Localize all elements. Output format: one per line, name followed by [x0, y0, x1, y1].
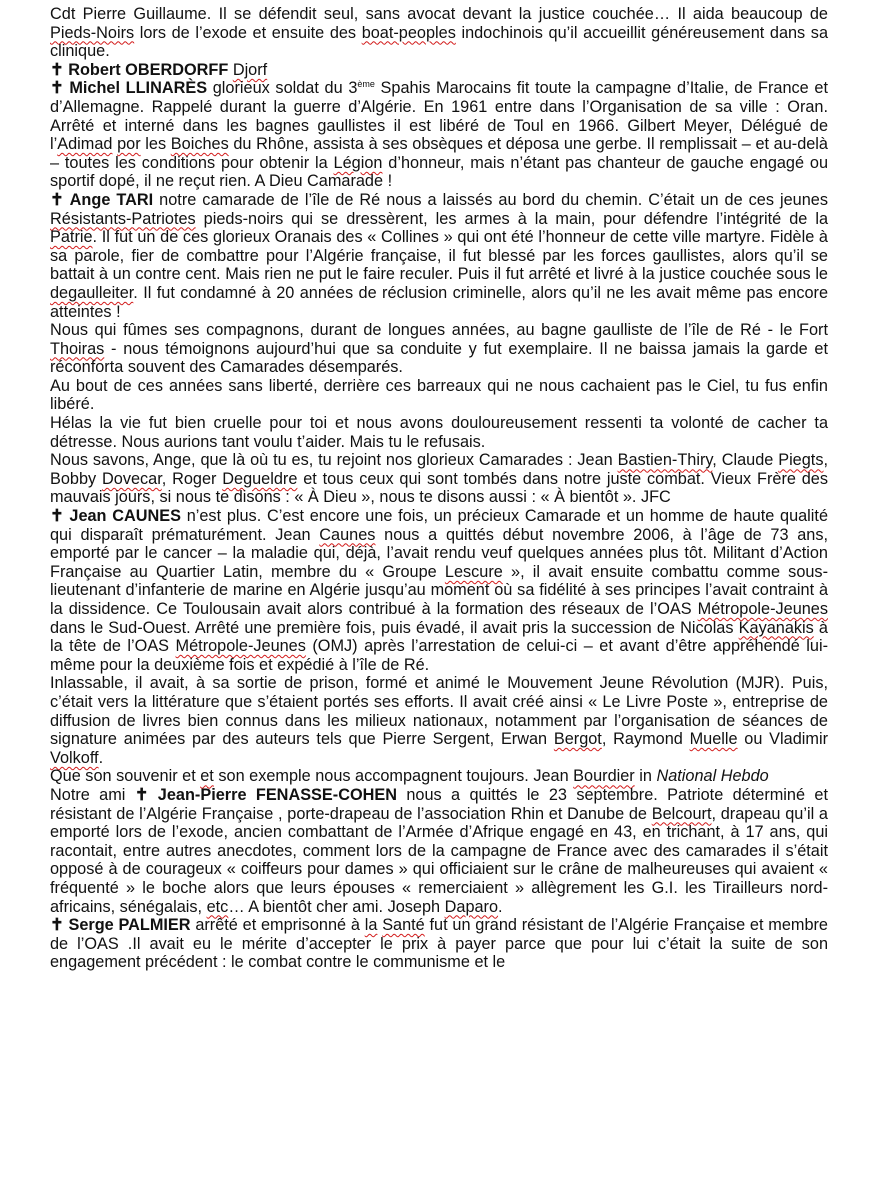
person-name: Ange TARI	[69, 190, 154, 209]
text-run: arrêté et emprisonné à	[190, 916, 365, 935]
paragraph	[50, 321, 828, 377]
spellcheck-flagged-word: degaulleiter	[50, 283, 134, 302]
text-run: , drapeau qu’il a emporté lors de l’exode, ancien combattant de l’Armée d’Afrique engagé en 43, en trichant, à 17 ans, qui racontait, entre autres anecdotes, comment lors de la campagne de France avec des camarades il s’était opposé à de courageux « coiffeurs pour dames » qui officiaient sur le crâne de malheureuses qui avaient « fréquenté » le boche alors que leurs épouses « remerciaient » allègrement les G.I. les Tirailleurs nord-africains, sénégalais,	[50, 804, 828, 916]
spellcheck-flagged-word: Dovecar	[102, 469, 162, 488]
text-run: . Il fut condamné à 20 années de réclusion criminelle, alors qu’il ne les avait même pas encore atteintes !	[50, 283, 828, 321]
cross-icon: ✝	[50, 190, 64, 209]
spellcheck-flagged-word: Thoiras	[50, 339, 105, 358]
text-run: , Bobby	[50, 451, 828, 488]
spellcheck-flagged-word: Daparo	[444, 897, 499, 916]
spellcheck-flagged-word: boat-peoples	[361, 23, 456, 42]
spellcheck-flagged-word: Belcourt	[651, 804, 712, 823]
text-column	[50, 5, 828, 972]
paragraph	[50, 191, 828, 321]
spellcheck-flagged-word: Boiches	[170, 135, 229, 154]
paragraph	[50, 61, 828, 80]
text-run: , Claude	[712, 451, 779, 470]
text-run: à la tête de l’OAS	[50, 618, 828, 656]
text-run: », il avait ensuite combattu comme sous-lieutenant d’infanterie de marine en Algérie jusqu’au moment où sa fidélité à ses principes l’avait contraint à la dissidence. Ce Toulousain avait alors contribué à la formation des réseaux de l’OAS	[50, 562, 828, 618]
text-run: , Roger	[161, 469, 223, 488]
spellcheck-flagged-word: Pieds-Noirs	[50, 23, 135, 42]
spellcheck-flagged-word: Santé	[382, 916, 425, 935]
spellcheck-flagged-word: Volkoff	[50, 748, 99, 767]
person-name: Serge PALMIER	[68, 916, 191, 935]
text-run: Spahis Marocains fit toute la campagne d’Italie, de France et d’Allemagne. Rappelé durant la guerre d’Algérie. En 1961 entre dans l’Organisation de sa ville : Oran. Arrêté et interné dans les bagnes gaullistes il est libéré de Toul en 1966. Gilbert Meyer, Délégué de l’	[50, 79, 828, 154]
text-run: pieds-noirs qui se dressèrent, les armes à la main, pour défendre l’intégrité de la	[195, 209, 828, 228]
spellcheck-flagged-word: Muelle	[689, 730, 738, 749]
spellcheck-flagged-word: Bourdier	[573, 767, 635, 786]
text-run: Cdt Pierre Guillaume. Il se défendit seul, sans avocat devant la justice couchée… Il aida beaucoup de	[50, 5, 828, 23]
spellcheck-flagged-word: la	[364, 916, 378, 935]
text-run: (OMJ) après l’arrestation de celui-ci – et avant d’être appréhendé lui-même pour la deuxième fois et expédié à l’île de Ré.	[50, 637, 828, 674]
spellcheck-flagged-word: Adimad	[57, 135, 113, 154]
text-run: ème	[357, 79, 375, 90]
paragraph	[50, 767, 828, 786]
text-run: , Raymond	[601, 730, 690, 749]
paragraph	[50, 414, 828, 451]
paragraph	[50, 5, 828, 61]
cross-icon: ✝	[50, 507, 64, 526]
text-run: - nous témoignons aujourd’hui que sa conduite y fut exemplaire. Il ne baissa jamais la garde et réconforta souvent des Camarades désemparés.	[50, 339, 828, 377]
cross-icon: ✝	[50, 916, 64, 935]
spellcheck-flagged-word: Degueldre	[222, 469, 298, 488]
spellcheck-flagged-word: Patrie	[50, 228, 93, 247]
cross-icon: ✝	[50, 60, 64, 79]
spellcheck-flagged-word: Métropole-Jeunes	[697, 600, 828, 618]
text-run: dans le Sud-Ouest. Arrêté une première fois, puis évadé, il avait pris la succession de Nicolas	[50, 618, 739, 637]
spellcheck-flagged-word: Lescure	[444, 562, 503, 581]
text-run: Que son souvenir et	[50, 767, 201, 786]
text-run: et tous ceux qui sont tombés dans notre juste combat. Vieux Frère des mauvais jours, si nous te disons : « À Dieu », nous te disons aussi : « À bientôt ». JFC	[50, 469, 828, 507]
text-run: ou Vladimir	[737, 730, 828, 749]
text-run: Au bout de ces années sans liberté, derrière ces barreaux qui ne nous cachaient pas le Ciel, tu fus enfin libéré.	[50, 376, 828, 414]
paragraph	[50, 451, 828, 507]
paragraph	[50, 79, 828, 191]
text-run: fut un grand résistant de l’Algérie Française et membre de l’OAS .Il avait eu le mérite d’accepter le prix à payer parce que pour lui c’était la suite de son engagement précédent : le combat contre le communisme et le	[50, 916, 828, 972]
spellcheck-flagged-word: Piegts	[778, 451, 824, 470]
text-run: in	[634, 767, 657, 786]
text-run: Inlassable, il avait, à sa sortie de prison, formé et animé le Mouvement Jeune Révolution (MJR). Puis, c’était vers la littérature que s’étaient portés ses efforts. Il avait créé ainsi « Le Livre Poste », entreprise de diffusion de livres bien connus dans les milieux nationaux, notamment par l’organisation de séances de signature animées par des auteurs tels que Pierre Sergent, Erwan	[50, 674, 828, 749]
text-run: Hélas la vie fut bien cruelle pour toi et nous avons douloureusement ressenti ta volonté de cacher ta détresse. Nous aurions tant voulu t’aider. Mais tu le refusais.	[50, 414, 828, 451]
text-run: indochinois qu’il accueillit généreusement dans sa clinique.	[50, 23, 828, 61]
spellcheck-flagged-word: Légion	[333, 153, 383, 172]
spellcheck-flagged-word: Caunes	[319, 525, 376, 544]
spellcheck-flagged-word: Bergot	[553, 730, 602, 749]
text-run: d’honneur, mais n’étant pas chanteur de gauche engagé ou sportif dopé, il ne reçut rien. A Dieu Camarade !	[50, 153, 828, 191]
text-run: du Rhône, assista à ses obsèques et déposa une gerbe. Il remplissait – et au-delà – toutes les conditions pour obtenir la	[50, 135, 828, 172]
text-run: .	[98, 748, 104, 767]
text-run: nous a quittés le 23 septembre. Patriote déterminé et résistant de l’Algérie Française , porte-drapeau de l’association Rhin et Danube de	[50, 785, 828, 823]
spellcheck-flagged-word: por	[117, 135, 141, 154]
spellcheck-flagged-word: Kayanakis	[738, 618, 814, 637]
person-name: ✝ Jean-Pierre FENASSE-COHEN	[134, 785, 397, 804]
cross-icon: ✝	[50, 79, 64, 98]
paragraph	[50, 377, 828, 414]
text-run: n’est plus. C’est encore une fois, un précieux Camarade et un homme de haute qualité qui disparaît prématurément. Jean	[50, 507, 828, 544]
text-run: .	[498, 897, 503, 916]
spellcheck-flagged-word: etc	[206, 897, 229, 916]
paragraph	[50, 916, 828, 972]
person-name: Michel LLINARÈS	[69, 79, 208, 98]
paragraph	[50, 786, 828, 916]
paragraph	[50, 507, 828, 674]
text-run: … A bientôt cher ami. Joseph	[228, 897, 445, 916]
text-run: Notre ami	[50, 785, 135, 804]
text-run: . Il fut un de ces glorieux Oranais des « Collines » qui ont été l’honneur de cette ville martyre. Fidèle à sa parole, fier de combattre pour l’Algérie française, il fut blessé par les forces gaullistes, alors qu’il se battait à un contre cent. Mais rien ne put le faire reculer. Puis il fut arrêté et livré à la justice couchée sous le	[50, 228, 828, 284]
text-run: glorieux soldat du 3	[207, 79, 358, 98]
text-run: son exemple nous accompagnent toujours. Jean	[213, 767, 574, 786]
spellcheck-flagged-word: Djorf	[232, 60, 268, 79]
spellcheck-flagged-word: Bastien-Thiry	[617, 451, 713, 470]
person-name: Jean CAUNES	[69, 507, 181, 526]
text-run: Nous qui fûmes ses compagnons, durant de longues années, au bagne gaulliste de l’île de Ré - le Fort	[50, 321, 828, 340]
spellcheck-flagged-word: et	[200, 767, 214, 786]
spellcheck-flagged-word: Métropole-Jeunes	[175, 637, 306, 656]
text-run: lors de l’exode et ensuite des	[134, 23, 362, 42]
text-run: National Hebdo	[656, 767, 769, 786]
text-run: nous a quittés début novembre 2006, à l’âge de 73 ans, emporté par le cancer – la maladie qui, déjà, l’avait rendu veuf quelques années plus tôt. Militant d’Action Française au Quartier Latin, membre du « Groupe	[50, 525, 829, 581]
text-run: Nous savons, Ange, que là où tu es, tu rejoint nos glorieux Camarades : Jean	[50, 451, 618, 470]
person-name: Robert OBERDORFF	[68, 60, 229, 79]
text-run: notre camarade de l’île de Ré nous a laissés au bord du chemin. C’était un de ces jeunes	[153, 190, 828, 209]
paragraph	[50, 674, 828, 767]
spellcheck-flagged-word: Résistants-Patriotes	[50, 209, 196, 228]
text-run: les	[140, 135, 171, 154]
